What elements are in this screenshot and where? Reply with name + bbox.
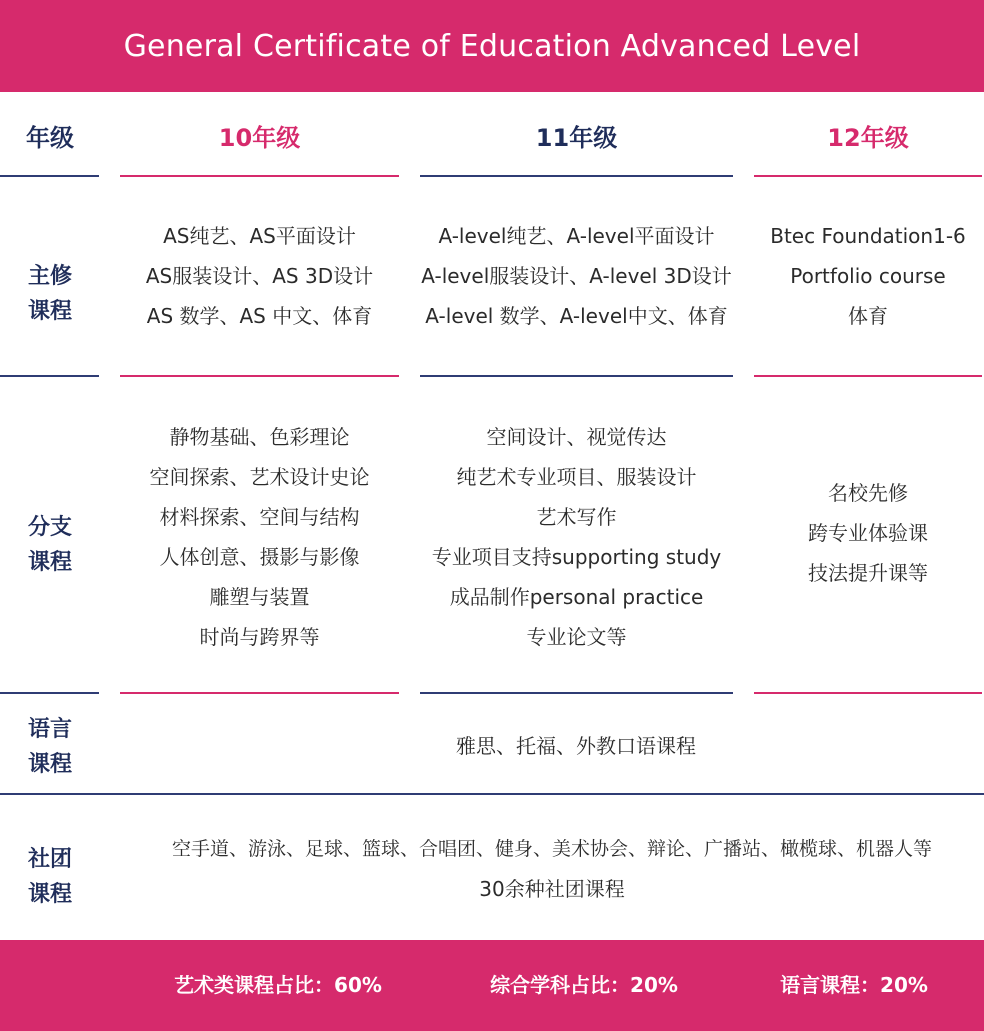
course-item: 雕塑与装置 [209, 585, 310, 609]
main-courses-grade-12 [754, 216, 982, 336]
club-courses-content [120, 829, 984, 909]
course-item: 艺术写作 [536, 505, 617, 529]
divider-line [120, 375, 399, 377]
divider-line [420, 175, 733, 177]
branch-courses-grade-10 [120, 417, 399, 657]
course-item: 空间探索、艺术设计史论 [149, 465, 370, 489]
divider-line [120, 692, 399, 694]
course-item: A-level 数学、A-level中文、体育 [425, 304, 728, 328]
general-subject-ratio: 综合学科占比：20% [490, 973, 678, 997]
course-item: 空间设计、视觉传达 [486, 425, 667, 449]
course-item: 成品制作personal practice [449, 585, 704, 609]
course-item: 跨专业体验课 [808, 521, 928, 545]
grade-10-header: 10年级 [218, 124, 301, 152]
course-item: A-level服装设计、A-level 3D设计 [421, 264, 732, 288]
course-item: Portfolio course [790, 264, 946, 288]
course-item: AS 数学、AS 中文、体育 [146, 304, 373, 328]
course-item: AS纯艺、AS平面设计 [163, 224, 356, 248]
divider-line [754, 175, 982, 177]
course-item: 专业项目支持supporting study [431, 545, 722, 569]
branch-courses-grade-12 [754, 473, 982, 593]
language-courses-content: 雅思、托福、外教口语课程 [456, 734, 696, 758]
main-courses-grade-10 [120, 216, 399, 336]
grade-11-header: 11年级 [535, 124, 618, 152]
course-item: 专业论文等 [526, 625, 627, 649]
course-item: 纯艺术专业项目、服装设计 [456, 465, 697, 489]
row-label-main-courses: 主修 课程 [27, 264, 72, 324]
divider-line [0, 375, 99, 377]
row-label-branch-courses: 分支 课程 [27, 515, 72, 575]
course-item: 时尚与跨界等 [199, 625, 320, 649]
row-label-language-courses: 语言 课程 [27, 717, 72, 777]
course-item: 材料探索、空间与结构 [159, 505, 360, 529]
course-item: A-level纯艺、A-level平面设计 [438, 224, 715, 248]
course-item: Btec Foundation1-6 [770, 224, 966, 248]
page-title: General Certificate of Education Advanced Level [123, 29, 861, 64]
divider-line [420, 375, 733, 377]
divider-line [0, 692, 99, 694]
divider-line [754, 692, 982, 694]
course-item: 名校先修 [828, 481, 908, 505]
art-course-ratio: 艺术类课程占比：60% [174, 973, 382, 997]
club-summary: 30余种社团课程 [479, 877, 625, 901]
divider-line [0, 175, 99, 177]
course-item: 人体创意、摄影与影像 [159, 545, 360, 569]
header-banner [0, 0, 984, 92]
club-list: 空手道、游泳、足球、篮球、合唱团、健身、美术协会、辩论、广播站、橄榄球、机器人等 [171, 838, 932, 860]
row-label-club-courses: 社团 课程 [27, 847, 72, 907]
course-item: AS服装设计、AS 3D设计 [145, 264, 374, 288]
course-item: 静物基础、色彩理论 [169, 425, 350, 449]
divider-line [420, 692, 733, 694]
branch-courses-grade-11 [420, 417, 733, 657]
main-courses-grade-11 [420, 216, 733, 336]
course-item: 体育 [848, 304, 888, 328]
divider-line [120, 175, 399, 177]
course-item: 技法提升课等 [808, 561, 928, 585]
footer-banner [0, 940, 984, 1031]
language-course-ratio: 语言课程：20% [780, 973, 928, 997]
grade-12-header: 12年级 [827, 124, 909, 152]
divider-line [754, 375, 982, 377]
divider-line [0, 793, 984, 795]
grade-column-label: 年级 [26, 124, 74, 152]
